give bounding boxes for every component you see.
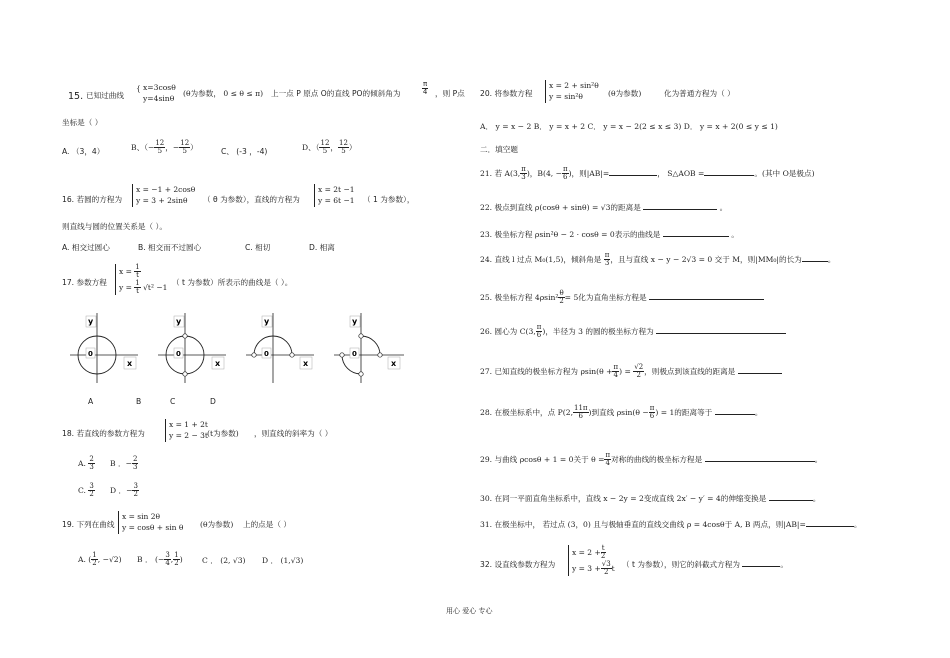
- q17-axis-x-label: x: [127, 359, 133, 368]
- q16-circle-system: x = −1 + 2cosθ y = 3 + 2sinθ: [132, 184, 195, 207]
- q17-axis-x-label: x: [391, 359, 397, 368]
- q15-brace: {: [136, 84, 141, 93]
- q17-graph-a: [70, 313, 138, 383]
- q20-prefix: 20. 将参数方程: [480, 89, 533, 98]
- q25-row: 25. 极坐标方程 4ρsin² $\frac{\theta}{2}$ = 5化为直角坐标方程是: [480, 290, 764, 306]
- q15-mid: 上一点 P 原点 O的直线 PO的倾斜角为: [271, 89, 401, 98]
- q19-param: (θ为参数): [200, 520, 234, 529]
- q32-suffix: （ t 为参数），则它的斜截式方程为 。: [622, 560, 788, 569]
- q18-prefix: 18. 若直线的参数方程为: [62, 429, 145, 438]
- q15-prefix: 已知过曲线: [86, 91, 124, 100]
- page-footer: 用心 爱心 专心: [446, 607, 493, 615]
- q18-option-c: C. $\frac{3}{2}$: [78, 482, 94, 499]
- q18-option-b: B ．− $\frac{2}{3}$: [110, 455, 138, 472]
- q17-origin-label: 0: [88, 350, 93, 358]
- q17-axis-y-label: y: [176, 317, 182, 326]
- q21-row: 21. 若 A(3, $\frac{\pi}{3}$ )，B(4, − $\frac{\pi}{6}$ )，则|AB|= ， S△AOB = 。(其中 O是极点): [480, 165, 815, 182]
- q16-prefix: 16. 若圆的方程为: [62, 195, 123, 204]
- q15-param: (θ为参数， 0 ≤ θ ≤ π): [183, 89, 264, 98]
- q17-axis-x-label: x: [303, 359, 309, 368]
- q27-row: 27. 已知直线的极坐标方程为 ρsin(θ + $\frac{\pi}{4}$ ) = $\frac{√2}{2}$ ，则极点到该直线的距离是: [480, 364, 782, 380]
- q17-axis-y-label: y: [352, 317, 358, 326]
- q24-row: 24. 直线 l 过点 M₀(1,5)，倾斜角是 $\frac{\pi}{3}$ ，且与直线 x − y − 2√3 = 0 交于 M，则|MM₀|的长为 。: [480, 251, 836, 268]
- q15-option-d: D、（ $\frac{12}{5}$ ， $\frac{12}{5}$ ）: [302, 139, 357, 156]
- q15-option-a: A. （3，4）: [62, 147, 105, 156]
- q19-option-a: A. ( $\frac{1}{2}$ , −√2): [78, 551, 122, 568]
- q19-option-c: C ． (2, √3): [202, 556, 246, 565]
- q17-suffix: （ t 为参数）所表示的曲线是（ ）。: [172, 278, 293, 287]
- q29-row: 29. 与曲线 ρcosθ + 1 = 0关于 θ = $\frac{\pi}{4}$ 对称的曲线的极坐标方程是 。: [480, 451, 823, 468]
- q23-row: 23. 极坐标方程 ρsin²θ − 2 · cosθ = 0表示的曲线是 。: [480, 230, 739, 239]
- q17-origin-label: 0: [176, 350, 181, 358]
- q17-label-b: B: [136, 397, 142, 406]
- q17-graph-c: [246, 313, 314, 383]
- q17-axis-x-label: x: [215, 359, 221, 368]
- q17-prefix: 17. 参数方程: [62, 278, 107, 287]
- q18-param: (t为参数): [207, 429, 239, 438]
- q19-option-b: B ． (− $\frac{3}{4}$ , $\frac{1}{2}$ ): [137, 551, 183, 568]
- q16-option-c: C. 相切: [245, 243, 271, 252]
- q17-axis-y-label: y: [88, 317, 94, 326]
- q15-sys1: x=3cosθ: [143, 83, 176, 92]
- q19-option-d: D ． (1,√3): [262, 556, 304, 565]
- q16-option-a: A. 相交过圆心: [62, 243, 110, 252]
- q16-line2: 则直线与圆的位置关系是（ ）。: [62, 222, 167, 231]
- q17-label-d: D: [210, 397, 216, 406]
- q15-option-c: C、 (-3 ，-4): [221, 147, 268, 156]
- q15-line2: 坐标是（ ）: [62, 118, 103, 127]
- q15-number: 15.: [68, 91, 84, 102]
- q16-line-system: x = 2t −1 y = 6t −1: [314, 184, 355, 207]
- q18-option-a: A. $\frac{2}{3}$: [78, 455, 94, 472]
- q26-row: 26. 圆心为 C(3, $\frac{\pi}{6}$ )，半径为 3 的圆的极坐标方程为: [480, 324, 786, 340]
- q17-label-c: C: [170, 397, 176, 406]
- q16-suffix: （ 1 为参数），: [363, 195, 415, 204]
- q17-label-a: A: [88, 397, 94, 406]
- q17-origin-label: 0: [264, 350, 269, 358]
- q20-param: (θ为参数): [608, 89, 642, 98]
- q16-option-d: D. 相离: [309, 243, 335, 252]
- q16-mid: （ θ 为参数），直线的方程为: [203, 195, 300, 204]
- q20-options: A． y = x − 2 B． y = x + 2 C． y = x − 2(2 ≤ x ≤ 3) D． y = x + 2(0 ≤ y ≤ 1): [480, 122, 778, 131]
- q19-prefix: 19. 下列在曲线: [62, 520, 115, 529]
- q30-row: 30. 在同一平面直角坐标系中，直线 x − 2y = 2变成直线 2x′ − y′ = 4的伸缩变换是 。: [480, 494, 821, 503]
- q16-option-b: B. 相交而不过圆心: [138, 243, 202, 252]
- q28-row: 28. 在极坐标系中，点 P(2, $\frac{11\pi}{6}$ )到直线 ρsin(θ − $\frac{\pi}{6}$ ) = 1的距离等于 。: [480, 404, 763, 421]
- q17-origin-label: 0: [352, 350, 357, 358]
- q20-suffix: 化为普通方程为（ ）: [664, 89, 735, 98]
- q31-row: 31. 在极坐标中， 若过点 (3，0) 且与极轴垂直的直线交曲线 ρ = 4cosθ于 A, B 两点，则|AB|= 。: [480, 520, 862, 529]
- q19-system: x = sin 2θ y = cosθ + sin θ: [118, 511, 183, 534]
- q15-frac: $\frac{\pi}{4}$: [422, 80, 428, 97]
- section-title-fill-in: 二．填空题: [480, 145, 518, 154]
- q15-suffix: ，则 P点: [435, 89, 465, 98]
- q18-suffix: ，则直线的斜率为（ ）: [254, 429, 333, 438]
- q19-suffix: 上的点是（ ）: [243, 520, 291, 529]
- q32-prefix: 32. 设直线参数方程为: [480, 560, 556, 569]
- q18-system: x = 1 + 2t y = 2 − 3t: [165, 419, 208, 442]
- q17-graph-d: [334, 313, 404, 383]
- q17-axis-y-label: y: [264, 317, 270, 326]
- q20-system: x = 2 + sin²θ y = sin²θ: [545, 80, 599, 103]
- q17-graph-b: [158, 313, 226, 383]
- q15-sys2: y=4sinθ: [143, 94, 175, 103]
- q15-option-b: B、（− $\frac{12}{5}$ ，− $\frac{12}{5}$ ）: [131, 139, 198, 156]
- q17-system: x = $\frac{1}{t}$ y = $\frac{1}{t}$ √t² −1: [115, 264, 167, 295]
- q32-system: x = 2 + $\frac{t}{2}$ y = 3 + $\frac{√3}{2}$ t: [568, 545, 615, 576]
- q18-option-d: D ．− $\frac{3}{2}$: [110, 482, 138, 499]
- q17-graphs: [60, 308, 410, 388]
- q22-row: 22. 极点到直线 ρ(cosθ + sinθ) = √3的距离是 。: [480, 203, 728, 212]
